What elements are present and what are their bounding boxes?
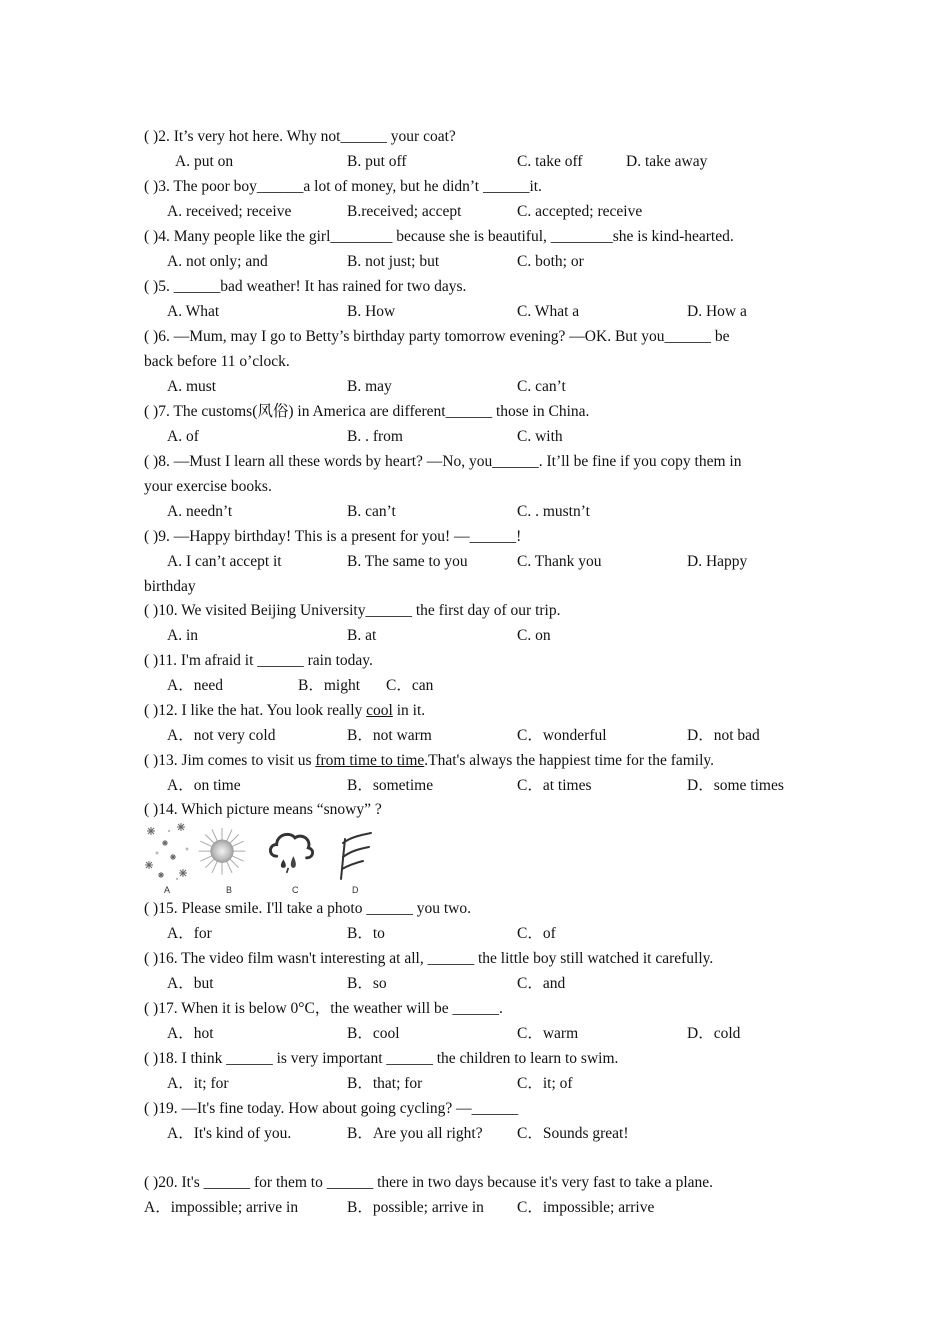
q4-option-b: B. not just; but xyxy=(347,253,440,270)
q9-option-c: C. Thank you xyxy=(517,553,602,570)
q2-option-c: C. take off xyxy=(517,153,583,170)
q9-option-d-continued: birthday xyxy=(144,578,196,595)
q13-underlined-phrase: from time to time xyxy=(315,752,425,769)
q13-stem-start: ( )13. Jim comes to visit us xyxy=(144,752,316,769)
q11-option-c: C．can xyxy=(386,677,434,694)
q3-option-b: B.received; accept xyxy=(347,203,462,220)
q12-option-c: C．wonderful xyxy=(517,727,607,744)
q2-option-b: B. put off xyxy=(347,153,407,170)
q6-option-a: A. must xyxy=(167,378,217,395)
q7-option-c: C. with xyxy=(517,428,563,445)
question-19: ( )19. —It's fine today. How about going cycling? —______ xyxy=(144,1100,519,1117)
q10-option-c: C. on xyxy=(517,627,551,644)
sun-icon xyxy=(197,821,247,883)
q11-option-b: B．might xyxy=(298,677,361,694)
q18-option-c: C．it; of xyxy=(517,1075,573,1092)
question-2: ( )2. It’s very hot here. Why not______ your coat? xyxy=(144,128,456,145)
question-6: ( )6. —Mum, may I go to Betty’s birthday party tomorrow evening? —OK. But you______ be xyxy=(144,328,730,345)
weather-pictures xyxy=(143,821,383,897)
question-7: ( )7. The customs(风俗) in America are different______ those in China. xyxy=(144,403,590,420)
question-20: ( )20. It's ______ for them to ______ there in two days because it's very fast to take a plane. xyxy=(144,1174,714,1191)
q13-option-b: B．sometime xyxy=(347,777,434,794)
q17-option-c: C．warm xyxy=(517,1025,579,1042)
q12-option-d: D．not bad xyxy=(687,727,760,744)
q12-option-a: A．not very cold xyxy=(167,727,276,744)
q15-option-b: B．to xyxy=(347,925,385,942)
wind-icon xyxy=(331,821,381,883)
q8-option-c: C. . mustn’t xyxy=(517,503,590,520)
question-17: ( )17. When it is below 0°C，the weather will be ______. xyxy=(144,1000,503,1017)
question-13 xyxy=(144,752,714,770)
question-8-continued: your exercise books. xyxy=(144,478,272,495)
q18-option-b: B．that; for xyxy=(347,1075,423,1092)
q9-option-b: B. The same to you xyxy=(347,553,468,570)
q8-option-a: A. needn’t xyxy=(167,503,233,520)
q20-option-a: A．impossible; arrive in xyxy=(144,1199,299,1216)
rain-cloud-icon xyxy=(265,821,315,883)
q16-option-c: C．and xyxy=(517,975,566,992)
q16-option-b: B．so xyxy=(347,975,387,992)
q17-option-b: B．cool xyxy=(347,1025,400,1042)
q19-option-c: C．Sounds great! xyxy=(517,1125,629,1142)
question-5: ( )5. ______bad weather! It has rained for two days. xyxy=(144,278,467,295)
q11-option-a: A．need xyxy=(167,677,223,694)
q2-option-d: D. take away xyxy=(626,153,708,170)
q17-option-a: A．hot xyxy=(167,1025,214,1042)
q13-option-d: D．some times xyxy=(687,777,784,794)
question-12 xyxy=(144,702,425,720)
picture-label-c: C xyxy=(292,885,299,895)
question-15: ( )15. Please smile. I'll take a photo ______ you two. xyxy=(144,900,471,917)
snowflakes-icon xyxy=(143,821,193,883)
q9-option-a: A. I can’t accept it xyxy=(167,553,282,570)
q12-stem-end: in it. xyxy=(392,702,426,719)
q6-option-b: B. may xyxy=(347,378,392,395)
q19-option-b: B．Are you all right? xyxy=(347,1125,483,1142)
q7-option-a: A. of xyxy=(167,428,199,445)
q19-option-a: A．It's kind of you. xyxy=(167,1125,292,1142)
question-10: ( )10. We visited Beijing University______ the first day of our trip. xyxy=(144,602,561,619)
q13-option-c: C．at times xyxy=(517,777,592,794)
question-6-continued: back before 11 o’clock. xyxy=(144,353,290,370)
question-9: ( )9. —Happy birthday! This is a present for you! —______! xyxy=(144,528,522,545)
question-8: ( )8. —Must I learn all these words by heart? —No, you______. It’ll be fine if you copy them in xyxy=(144,453,742,470)
q12-stem-start: ( )12. I like the hat. You look really xyxy=(144,702,367,719)
q13-stem-end: .That's always the happiest time for the family. xyxy=(424,752,715,769)
q5-option-a: A. What xyxy=(167,303,220,320)
q15-option-c: C．of xyxy=(517,925,556,942)
q10-option-a: A. in xyxy=(167,627,198,644)
q6-option-c: C. can’t xyxy=(517,378,566,395)
q9-option-d: D. Happy xyxy=(687,553,748,570)
q16-option-a: A．but xyxy=(167,975,214,992)
picture-label-d: D xyxy=(352,885,359,895)
q7-option-b: B. . from xyxy=(347,428,403,445)
q12-underlined-word: cool xyxy=(366,702,393,719)
q5-option-c: C. What a xyxy=(517,303,580,320)
question-18: ( )18. I think ______ is very important ______ the children to learn to swim. xyxy=(144,1050,619,1067)
q15-option-a: A．for xyxy=(167,925,212,942)
q10-option-b: B. at xyxy=(347,627,377,644)
q18-option-a: A．it; for xyxy=(167,1075,229,1092)
question-11: ( )11. I'm afraid it ______ rain today. xyxy=(144,652,373,669)
q12-option-b: B．not warm xyxy=(347,727,432,744)
q17-option-d: D．cold xyxy=(687,1025,741,1042)
picture-label-a: A xyxy=(164,885,171,895)
q3-option-a: A. received; receive xyxy=(167,203,292,220)
q13-option-a: A．on time xyxy=(167,777,241,794)
q2-option-a: A. put on xyxy=(175,153,234,170)
q5-option-b: B. How xyxy=(347,303,396,320)
question-16: ( )16. The video film wasn't interesting at all, ______ the little boy still watched it carefully. xyxy=(144,950,714,967)
q20-option-c: C．impossible; arrive xyxy=(517,1199,655,1216)
q3-option-c: C. accepted; receive xyxy=(517,203,643,220)
q20-option-b: B．possible; arrive in xyxy=(347,1199,484,1216)
question-14: ( )14. Which picture means “snowy” ? xyxy=(144,801,382,818)
question-3: ( )3. The poor boy______a lot of money, but he didn’t ______it. xyxy=(144,178,542,195)
q8-option-b: B. can’t xyxy=(347,503,396,520)
q4-option-c: C. both; or xyxy=(517,253,584,270)
q5-option-d: D. How a xyxy=(687,303,747,320)
picture-label-b: B xyxy=(226,885,233,895)
question-4: ( )4. Many people like the girl________ because she is beautiful, ________she is kind-hearted. xyxy=(144,228,734,245)
q4-option-a: A. not only; and xyxy=(167,253,268,270)
